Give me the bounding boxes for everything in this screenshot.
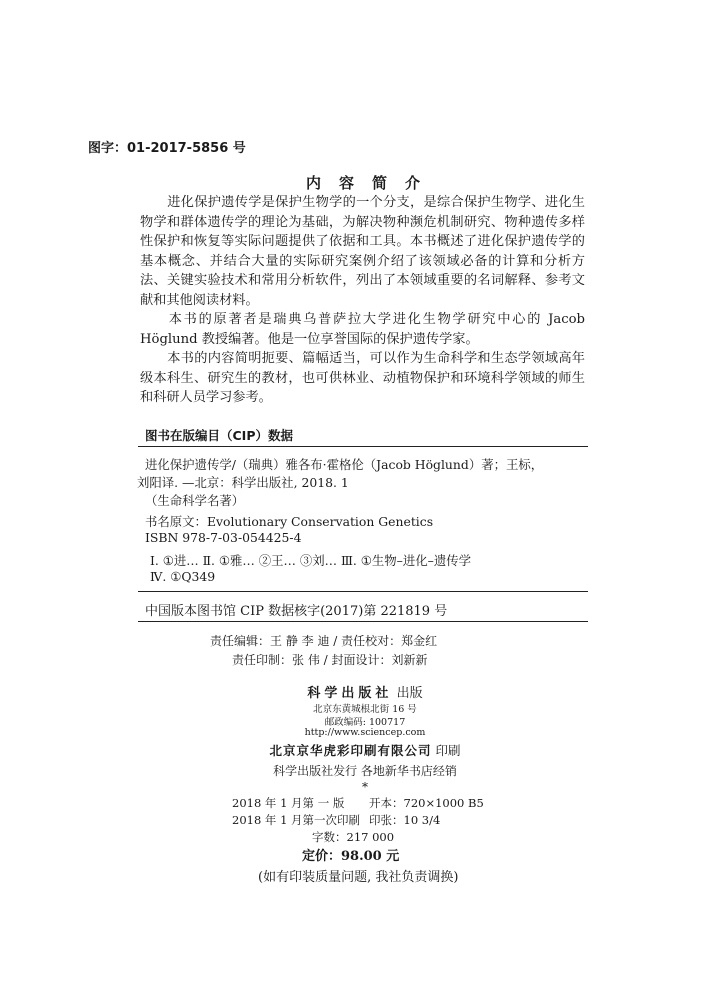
publisher-line <box>130 682 600 701</box>
publisher-website: http://www.sciencep.com <box>304 727 426 738</box>
summary-paragraph <box>140 349 585 408</box>
edition-date: 2018 年 1 月第 一 版 <box>232 796 345 810</box>
summary-paragraph-text: 本书的内容简明扼要、篇幅适当，可以作为生命科学和生态学领域高年级本科生、研究生的教材，也可供林业、动植物保护和环境科学领域的师生和科研人员学习参考。 <box>140 351 585 406</box>
summary-title-char: 简 <box>372 174 388 192</box>
summary-paragraph-text: 进化保护遗传学是保护生物学的一个分支，是综合保护生物学、进化生物学和群体遗传学的理论为基础，为解决物种濒危机制研究、物种遗传多样性保护和恢复等实际问题提供了依据和工具。本书概述了进化保护遗传学的基本概念、并结合大量的实际研究案例介绍了该领域必备的计算和分析方法、关键实验技术和常用分析软件，列出了本领域重要的名词解释、参考文献和其他阅读材料。 <box>140 195 585 308</box>
summary-title-char: 容 <box>339 174 355 192</box>
quality-notice: (如有印装质量问题, 我社负责调换) <box>258 870 459 885</box>
divider <box>138 446 588 447</box>
cip-line: 进化保护遗传学/（瑞典）雅各布·霍格伦（Jacob Höglund）著；王标， <box>145 457 544 472</box>
publisher-postcode: 邮政编码: 100717 <box>324 717 406 728</box>
cip-line: ISBN 978-7-03-054425-4 <box>145 530 302 545</box>
summary-title-char: 介 <box>405 174 421 192</box>
credits-line: 责任印制：张 伟 / 封面设计：刘新新 <box>232 653 428 667</box>
cip-line: Ⅰ. ①进… Ⅱ. ①雅… ②王… ③刘… Ⅲ. ①生物–进化–遗传学 <box>150 553 472 568</box>
cip-line: 刘阳译. —北京：科学出版社, 2018. 1 <box>137 475 349 490</box>
distribution-line: 科学出版社发行 各地新华书店经销 <box>273 764 457 778</box>
cip-heading: 图书在版编目（CIP）数据 <box>145 428 293 443</box>
summary-paragraph <box>140 193 585 311</box>
cip-line: （生命科学名著） <box>145 493 245 508</box>
summary-title <box>306 172 420 193</box>
print-sheets: 印张：10 3/4 <box>369 813 441 827</box>
cip-line: 书名原文：Evolutionary Conservation Genetics <box>145 514 434 529</box>
divider <box>138 621 588 622</box>
printer-line <box>130 741 600 759</box>
price: 定价：98.00 元 <box>302 849 400 864</box>
cip-footer: 中国版本图书馆 CIP 数据核字(2017)第 221819 号 <box>145 604 448 619</box>
cip-line: Ⅳ. ①Q349 <box>150 569 216 584</box>
divider <box>138 591 588 592</box>
publisher-suffix: 出版 <box>396 686 423 701</box>
credits-line: 责任编辑：王 静 李 迪 / 责任校对：郑金红 <box>210 634 438 648</box>
book-format: 开本：720×1000 B5 <box>369 796 484 810</box>
summary-paragraph <box>140 310 585 349</box>
printer-name: 北京京华虎彩印刷有限公司 <box>269 743 432 758</box>
summary-title-char: 内 <box>306 174 322 192</box>
record-number: 图字：01-2017-5856 号 <box>88 141 246 156</box>
word-count: 字数：217 000 <box>312 830 395 844</box>
printer-suffix: 印刷 <box>435 743 461 758</box>
star-separator: * <box>362 780 368 794</box>
publisher-name: 科学出版社 <box>307 686 393 701</box>
print-date: 2018 年 1 月第一次印刷 <box>232 813 361 827</box>
summary-paragraph-text: 本书的原著者是瑞典乌普萨拉大学进化生物学研究中心的 Jacob Höglund 教授编著。他是一位享誉国际的保护遗传学家。 <box>140 312 585 347</box>
publisher-address: 北京东黄城根北街 16 号 <box>313 704 417 715</box>
